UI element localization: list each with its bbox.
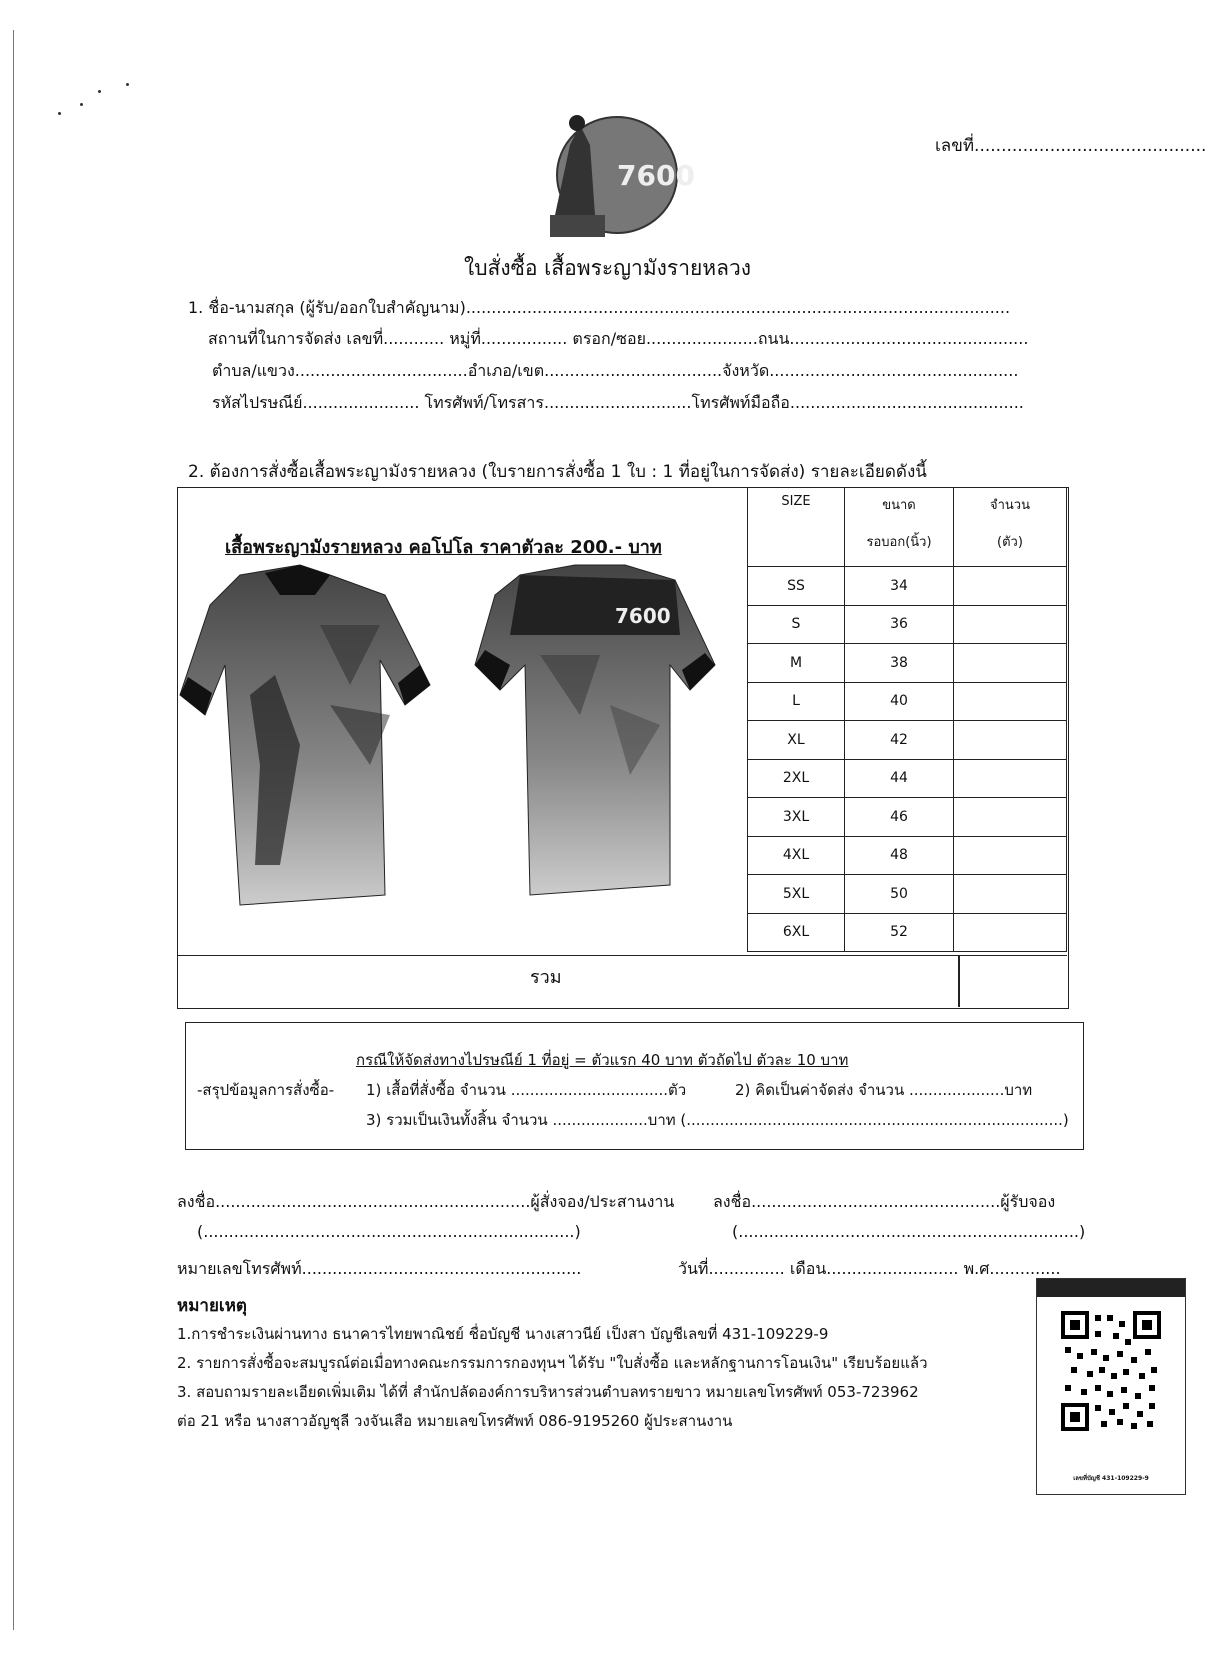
total-label: รวม — [530, 967, 562, 988]
qty-header-line1: จำนวน — [990, 498, 1030, 513]
address-field-line[interactable]: สถานที่ในการจัดส่ง เลขที่............ หมู่ที่................. ตรอก/ซอย......................ถนน............................................... — [208, 329, 1029, 348]
qty-cell[interactable] — [954, 605, 1067, 644]
phone-field[interactable]: หมายเลขโทรศัพท์....................................................... — [177, 1259, 582, 1278]
table-row — [748, 682, 1067, 721]
date-field[interactable]: วันที่............... เดือน.......................... พ.ศ.............. — [678, 1259, 1061, 1278]
qty-cell[interactable] — [954, 682, 1067, 721]
scan-speck — [80, 103, 83, 106]
table-row — [748, 913, 1067, 952]
chest-cell: 40 — [845, 682, 954, 721]
chest-cell: 34 — [845, 567, 954, 606]
size-cell: 2XL — [748, 759, 845, 798]
note-item: 1.การชำระเงินผ่านทาง ธนาคารไทยพาณิชย์ ชื่อบัญชี นางเสาวนีย์ เป็งสา บัญชีเลขที่ 431-109229-9 — [177, 1325, 829, 1343]
size-cell: S — [748, 605, 845, 644]
name-field-line[interactable]: 1. ชื่อ-นามสกุล (ผู้รับ/ออกใบสำคัญนาม)........................................................................................................... — [188, 298, 1011, 317]
shirt-front — [180, 565, 430, 905]
qr-payment-card — [1036, 1278, 1186, 1495]
chest-cell: 44 — [845, 759, 954, 798]
chest-cell: 48 — [845, 836, 954, 875]
table-row — [748, 721, 1067, 760]
chest-cell: 50 — [845, 875, 954, 914]
orderer-name-paren[interactable]: (.........................................................................) — [197, 1222, 581, 1241]
table-row — [748, 759, 1067, 798]
shirt-back — [475, 565, 715, 895]
logo-number: 7600 — [617, 159, 695, 192]
chest-header-line2: รอบอก(นิ้ว) — [866, 535, 932, 550]
polo-shirt-images — [180, 565, 740, 935]
size-table — [747, 487, 1067, 952]
chest-cell: 46 — [845, 798, 954, 837]
note-item: ต่อ 21 หรือ นางสาวอัญชุลี วงจันเสือ หมายเลขโทรศัพท์ 086-9195260 ผู้ประสานงาน — [177, 1412, 733, 1430]
chest-cell: 52 — [845, 913, 954, 952]
table-row — [748, 644, 1067, 683]
chest-header — [845, 488, 954, 567]
note-item: 3. สอบถามรายละเอียดเพิ่มเติม ได้ที่ สำนักปลัดองค์การบริหารส่วนตำบลทรายขาว หมายเลขโทรศัพท์ 053-723962 — [177, 1383, 919, 1401]
back-print-number: 7600 — [615, 604, 671, 628]
document-number[interactable]: เลขที่........................................... — [935, 136, 1207, 156]
bank-header-bar — [1037, 1279, 1185, 1297]
chest-cell: 38 — [845, 644, 954, 683]
size-cell: L — [748, 682, 845, 721]
qty-cell[interactable] — [954, 721, 1067, 760]
size-cell: 4XL — [748, 836, 845, 875]
qty-cell[interactable] — [954, 644, 1067, 683]
size-cell: 3XL — [748, 798, 845, 837]
summary-item-shipping[interactable]: 2) คิดเป็นค่าจัดส่ง จำนวน ....................บาท — [735, 1081, 1033, 1099]
qty-cell[interactable] — [954, 875, 1067, 914]
table-row — [748, 605, 1067, 644]
table-row — [748, 798, 1067, 837]
size-cell: 6XL — [748, 913, 845, 952]
page-title: ใบสั่งซื้อ เสื้อพระญามังรายหลวง — [463, 256, 752, 280]
summary-item-total[interactable]: 3) รวมเป็นเงินทั้งสิ้น จำนวน ....................บาท (...............................................................................) — [366, 1111, 1069, 1129]
contact-field-line[interactable]: รหัสไปรษณีย์....................... โทรศัพท์/โทรสาร.............................โทรศัพท์มือถือ.............................................. — [212, 393, 1024, 412]
receiver-name-paren[interactable]: (...................................................................) — [732, 1222, 1086, 1241]
scan-speck — [98, 90, 101, 93]
size-cell: 5XL — [748, 875, 845, 914]
qty-cell[interactable] — [954, 836, 1067, 875]
table-row — [748, 567, 1067, 606]
qty-cell[interactable] — [954, 798, 1067, 837]
scan-speck — [126, 83, 129, 86]
table-row — [748, 875, 1067, 914]
summary-item-shirts[interactable]: 1) เสื้อที่สั่งซื้อ จำนวน .................................ตัว — [366, 1081, 687, 1099]
signature-orderer[interactable]: ลงชื่อ..............................................................ผู้สั่งจอง/ประสานงาน — [177, 1192, 675, 1211]
qty-header-line2: (ตัว) — [997, 535, 1023, 550]
signature-receiver[interactable]: ลงชื่อ.................................................ผู้รับจอง — [713, 1192, 1056, 1211]
size-header: SIZE — [748, 488, 845, 567]
qty-cell[interactable] — [954, 913, 1067, 952]
size-cell: SS — [748, 567, 845, 606]
statue-logo — [535, 105, 695, 245]
total-divider — [958, 955, 960, 1007]
scan-speck — [58, 112, 61, 115]
table-row — [748, 836, 1067, 875]
summary-label: -สรุปข้อมูลการสั่งซื้อ- — [197, 1081, 335, 1099]
chest-cell: 42 — [845, 721, 954, 760]
size-cell: M — [748, 644, 845, 683]
size-cell: XL — [748, 721, 845, 760]
qr-code-icon — [1061, 1311, 1161, 1431]
chest-header-line1: ขนาด — [882, 498, 916, 513]
qty-header — [954, 488, 1067, 567]
notes-title: หมายเหตุ — [177, 1296, 247, 1316]
shipping-note: กรณีให้จัดส่งทางไปรษณีย์ 1 ที่อยู่ = ตัวแรก 40 บาท ตัวถัดไป ตัวละ 10 บาท — [356, 1051, 849, 1069]
shirt-title: เสื้อพระญามังรายหลวง คอโปโล ราคาตัวละ 200.- บาท — [225, 537, 662, 558]
total-row — [177, 955, 1067, 1008]
chest-cell: 36 — [845, 605, 954, 644]
note-item: 2. รายการสั่งซื้อจะสมบูรณ์ต่อเมื่อทางคณะกรรมการกองทุนฯ ได้รับ "ใบสั่งซื้อ และหลักฐานการโอนเงิน" เรียบร้อยแล้ว — [177, 1354, 928, 1372]
district-field-line[interactable]: ตำบล/แขวง..................................อำเภอ/เขต...................................จังหวัด................................................. — [212, 361, 1019, 380]
qty-cell[interactable] — [954, 759, 1067, 798]
qty-cell[interactable] — [954, 567, 1067, 606]
qr-account-caption: เลขที่บัญชี 431-109229-9 — [1073, 1475, 1149, 1482]
section2-heading: 2. ต้องการสั่งซื้อเสื้อพระญามังรายหลวง (ใบรายการสั่งซื้อ 1 ใบ : 1 ที่อยู่ในการจัดส่ง) รายละเอียดดังนี้ — [188, 462, 927, 482]
